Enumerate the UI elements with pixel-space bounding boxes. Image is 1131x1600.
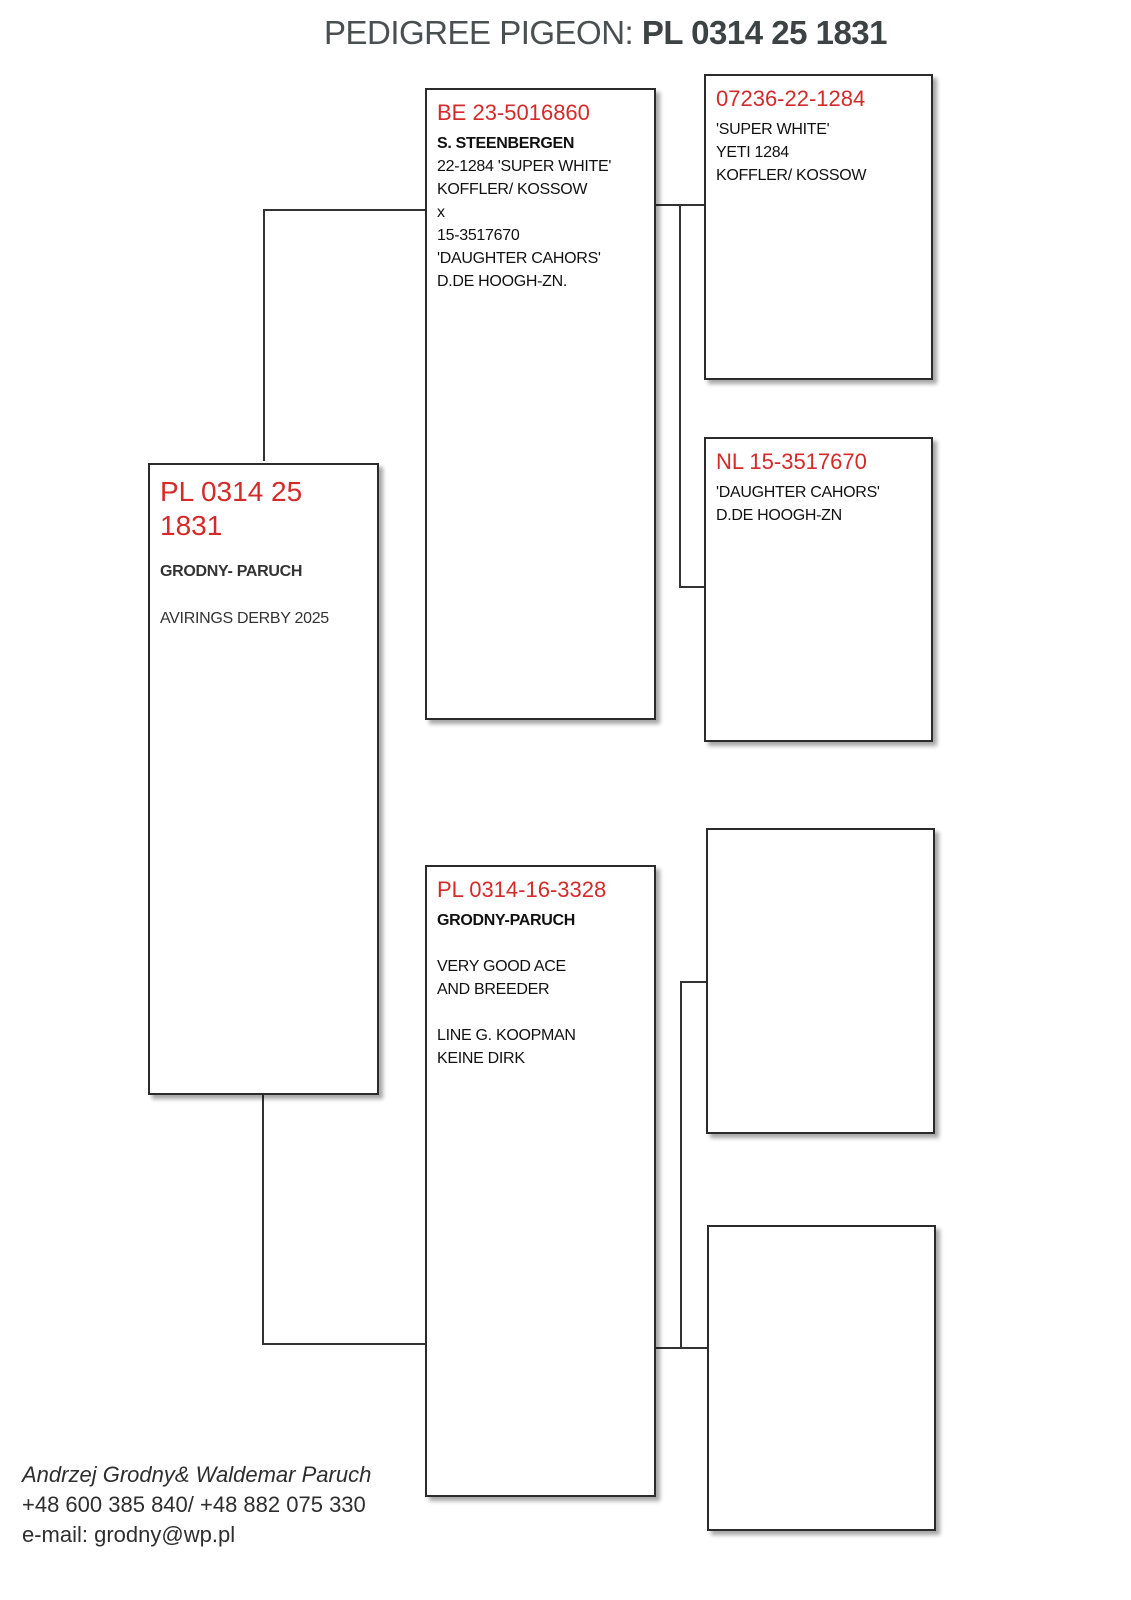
- sire-sire-line: 'SUPER WHITE': [716, 121, 830, 139]
- sire-box: [425, 88, 656, 720]
- title-prefix: PEDIGREE PIGEON:: [323, 14, 642, 51]
- subject-box: [148, 463, 379, 1095]
- sire-sire-ring: 07236-22-1284: [716, 86, 866, 111]
- sire-sire-line: KOFFLER/ KOSSOW: [716, 167, 867, 185]
- connector-subject-sire-vertical: [263, 209, 265, 461]
- sire-breeder: S. STEENBERGEN: [437, 135, 575, 153]
- title-ring: PL 0314 25 1831: [641, 14, 888, 51]
- phone-numbers: +48 600 385 840/ +48 882 075 330: [22, 1492, 366, 1517]
- connector-sire-dam: [679, 586, 706, 588]
- sire-sire-box: [704, 74, 933, 380]
- dam-ring: PL 0314-16-3328: [437, 877, 607, 902]
- connector-subject-dam-horizontal: [262, 1343, 427, 1345]
- sire-line: KOFFLER/ KOSSOW: [437, 181, 588, 199]
- sire-dam-box: [704, 437, 933, 742]
- sire-dam-ring: NL 15-3517670: [716, 449, 867, 474]
- sire-dam-line: 'DAUGHTER CAHORS': [716, 484, 880, 502]
- sire-line: 15-3517670: [437, 227, 520, 245]
- subject-ring: PL 0314 25 1831: [160, 476, 303, 541]
- sire-ring: BE 23-5016860: [437, 100, 590, 125]
- dam-line: LINE G. KOOPMAN: [437, 1027, 576, 1045]
- sire-dam-line: D.DE HOOGH-ZN: [716, 507, 842, 525]
- contact-footer: [22, 1460, 371, 1550]
- dam-breeder: GRODNY-PARUCH: [437, 912, 576, 930]
- sire-line: 'DAUGHTER CAHORS': [437, 250, 601, 268]
- connector-dam-vertical: [680, 981, 682, 1348]
- page-title: [0, 14, 1131, 52]
- sire-line: x: [437, 204, 445, 222]
- subject-note: AVIRINGS DERBY 2025: [160, 610, 329, 628]
- dam-sire-box: [706, 828, 935, 1134]
- owner-names: Andrzej Grodny& Waldemar Paruch: [22, 1462, 372, 1487]
- sire-line: D.DE HOOGH-ZN.: [437, 273, 568, 291]
- sire-sire-line: YETI 1284: [716, 144, 789, 162]
- dam-line: AND BREEDER: [437, 981, 550, 999]
- dam-line: VERY GOOD ACE: [437, 958, 566, 976]
- dam-box: [425, 865, 656, 1497]
- dam-dam-box: [707, 1225, 936, 1531]
- connector-subject-sire-horizontal: [263, 209, 427, 211]
- email-address: e-mail: grodny@wp.pl: [22, 1522, 236, 1547]
- subject-owner: GRODNY- PARUCH: [160, 563, 303, 581]
- connector-dam-sire: [680, 981, 708, 983]
- connector-subject-dam-vertical: [262, 1094, 264, 1344]
- sire-line: 22-1284 'SUPER WHITE': [437, 158, 612, 176]
- dam-line: KEINE DIRK: [437, 1050, 525, 1068]
- connector-sire-vertical: [679, 204, 681, 587]
